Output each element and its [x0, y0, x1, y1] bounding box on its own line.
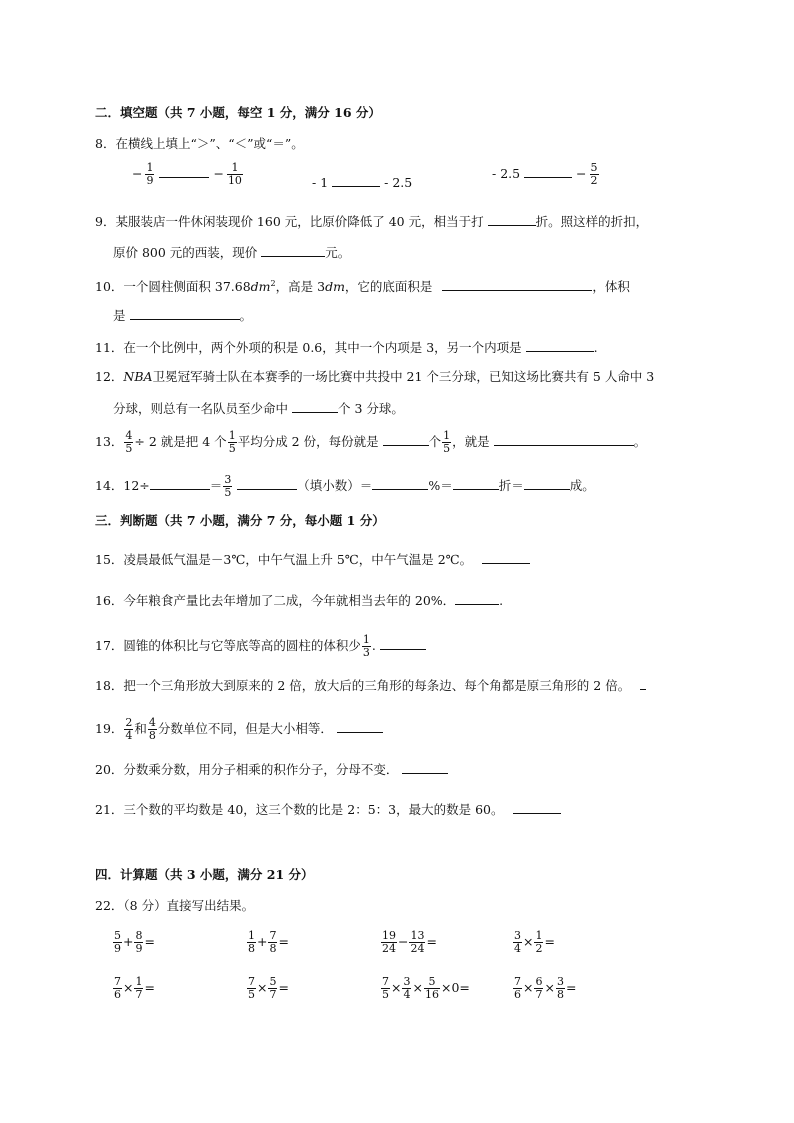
question-number: 15．	[95, 552, 124, 567]
question-22	[95, 897, 254, 915]
question-text: 个 3 分球。	[338, 401, 404, 416]
question-text: ，它的底面积是	[344, 279, 433, 295]
question-9	[95, 212, 648, 231]
answer-blank[interactable]	[513, 800, 561, 814]
question-text: ，高是 3	[275, 279, 326, 295]
answer-blank[interactable]	[150, 476, 210, 490]
question-number: 22．	[95, 898, 124, 913]
question-text: 一个圆柱侧面积 37.68	[123, 279, 251, 295]
answer-blank[interactable]	[482, 550, 530, 564]
minus-sign: −	[576, 166, 587, 181]
answer-blank[interactable]	[383, 432, 429, 446]
question-text: 今年粮食产量比去年增加了二成，今年就相当去年的 20%．	[123, 593, 456, 608]
unit: dm	[325, 279, 345, 295]
answer-blank[interactable]	[524, 164, 572, 178]
answer-blank[interactable]	[442, 277, 592, 291]
question-text: 三个数的平均数是 40，这三个数的比是 2：5：3，最大的数是 60。	[123, 802, 504, 817]
answer-blank[interactable]	[524, 476, 570, 490]
question-number: 19．	[95, 721, 124, 736]
answer-blank[interactable]	[526, 338, 594, 352]
section-4-title: 四．计算题（共 3 小题，满分 21 分）	[95, 867, 314, 882]
answer-blank[interactable]	[380, 636, 426, 650]
question-16	[95, 591, 503, 610]
question-text: ，体积	[592, 279, 630, 295]
question-text: （8 分）直接写出结果。	[123, 898, 255, 913]
question-number: 17．	[95, 638, 124, 653]
minus-sign: −	[213, 166, 224, 181]
question-text: 在横线上填上“＞”、“＜”或“＝”。	[115, 136, 304, 151]
question-21	[95, 800, 561, 819]
question-18	[95, 676, 646, 695]
question-text: （填小数）＝	[297, 478, 373, 493]
answer-blank[interactable]	[332, 173, 380, 187]
question-text: 折。照这样的折扣，	[535, 214, 649, 229]
answer-blank[interactable]	[453, 476, 499, 490]
question-text: 元。	[325, 245, 351, 260]
question-number: 11．	[95, 340, 124, 355]
question-text: 原价 800 元的西装，现价	[113, 245, 258, 260]
exponent: 2	[270, 279, 276, 288]
question-14	[95, 474, 595, 499]
question-15	[95, 550, 530, 569]
question-12-line-2	[113, 399, 404, 418]
expression: $\frac{1}{8}$ + $\frac{7}{8}$ =	[248, 929, 289, 955]
question-text: 凌晨最低气温是－3℃，中午气温上升 5℃，中午气温是 2℃。	[123, 552, 473, 567]
question-text: 平均分成 2 份，每份就是	[237, 434, 379, 449]
expression: $\frac{7}{5}$ × $\frac{5}{7}$ =	[248, 975, 289, 1001]
question-11	[95, 338, 598, 357]
fraction: $\frac{4}{5}$	[125, 429, 133, 455]
fraction: $\frac{4}{8}$	[148, 716, 156, 742]
question-17	[95, 634, 426, 659]
answer-blank[interactable]	[640, 676, 646, 690]
answer-blank[interactable]	[261, 243, 325, 257]
expression: $\frac{19}{24}$ − $\frac{13}{24}$ =	[382, 929, 437, 955]
question-text: .	[499, 593, 504, 608]
section-2-title: 二．填空题（共 7 小题，每空 1 分，满分 16 分）	[95, 105, 381, 120]
value: - 1	[312, 175, 329, 190]
question-8	[95, 135, 304, 153]
question-text: 把一个三角形放大到原来的 2 倍，放大后的三角形的每条边、每个角都是原三角形的 2 倍。	[123, 678, 631, 693]
answer-blank[interactable]	[159, 164, 209, 178]
question-text: 折＝	[498, 478, 524, 493]
expression: $\frac{3}{4}$ × $\frac{1}{2}$ =	[514, 929, 555, 955]
question-number: 9．	[95, 214, 116, 229]
answer-blank[interactable]	[292, 399, 338, 413]
question-number: 13．	[95, 434, 124, 449]
question-text: .	[593, 340, 598, 355]
question-text: 分球，则总有一名队员至少命中	[113, 401, 289, 416]
question-number: 20．	[95, 762, 124, 777]
question-text: 。	[239, 308, 253, 323]
fraction: $\frac{1}{9}$	[146, 161, 154, 187]
fraction: $\frac{5}{2}$	[590, 161, 598, 187]
question-12	[95, 368, 654, 386]
question-10-line-2	[113, 306, 252, 325]
question-number: 10．	[95, 279, 124, 295]
question-number: 8．	[95, 136, 116, 151]
question-text: .	[371, 638, 376, 653]
question-13	[95, 430, 646, 455]
question-text: ＝	[209, 478, 223, 493]
nba-label: NBA	[123, 369, 153, 384]
question-text: 。	[633, 434, 647, 449]
question-19	[95, 717, 383, 742]
answer-blank[interactable]	[455, 591, 499, 605]
expression: $\frac{7}{6}$ × $\frac{6}{7}$ × $\frac{3}{8}$ =	[514, 975, 577, 1001]
value: - 2.5	[384, 175, 413, 190]
question-number: 18．	[95, 678, 124, 693]
question-text: 和	[134, 721, 147, 736]
minus-sign: −	[132, 166, 143, 181]
question-text: 分数单位不同，但是大小相等．	[157, 721, 333, 736]
question-text: ，就是	[452, 434, 490, 449]
expression: $\frac{7}{5}$ × $\frac{3}{4}$ × $\frac{5}{16}$ ×0=	[382, 975, 470, 1001]
question-9-line-2	[113, 243, 350, 262]
question-number: 16．	[95, 593, 124, 608]
fraction: $\frac{3}{5}$	[224, 473, 232, 499]
q8-pair-2	[312, 173, 412, 192]
question-text: 分数乘分数，用分子相乘的积作分子，分母不变．	[123, 762, 399, 777]
question-text: 12÷	[123, 478, 150, 493]
fraction: $\frac{1}{3}$	[362, 633, 370, 659]
q8-pair-1	[132, 162, 244, 187]
section-3-title: 三．判断题（共 7 小题，满分 7 分，每小题 1 分）	[95, 513, 385, 528]
answer-blank[interactable]	[494, 432, 634, 446]
question-text: 在一个比例中，两个外项的积是 0.6，其中一个内项是 3，另一个内项是	[123, 340, 522, 355]
q8-pair-3	[492, 162, 600, 187]
question-text: ÷ 2 就是把 4 个	[134, 434, 227, 449]
answer-blank[interactable]	[130, 306, 240, 320]
question-20	[95, 760, 448, 779]
answer-blank[interactable]	[488, 212, 536, 226]
question-text: 个	[428, 434, 442, 449]
unit: dm	[250, 279, 271, 295]
answer-blank[interactable]	[337, 719, 383, 733]
value: - 2.5	[492, 166, 521, 181]
fraction: $\frac{1}{10}$	[227, 161, 242, 187]
expression: $\frac{5}{9}$ + $\frac{8}{9}$ =	[114, 929, 155, 955]
answer-blank[interactable]	[372, 476, 428, 490]
question-number: 14．	[95, 478, 124, 493]
question-text: 卫冕冠军骑士队在本赛季的一场比赛中共投中 21 个三分球，已知这场比赛共有 5 人命中 3	[152, 369, 655, 384]
fraction: $\frac{2}{4}$	[125, 716, 133, 742]
question-text: 是	[113, 308, 126, 323]
question-text: %＝	[428, 478, 453, 493]
question-number: 12．	[95, 369, 124, 384]
answer-blank[interactable]	[402, 760, 448, 774]
fraction: $\frac{1}{5}$	[228, 429, 236, 455]
fraction: $\frac{1}{5}$	[443, 429, 451, 455]
answer-blank[interactable]	[237, 476, 297, 490]
question-text: 某服装店一件休闲装现价 160 元，比原价降低了 40 元，相当于打	[115, 214, 484, 229]
question-10	[95, 275, 630, 296]
expression: $\frac{7}{6}$ × $\frac{1}{7}$ =	[114, 975, 155, 1001]
question-text: 成。	[569, 478, 595, 493]
question-text: 圆锥的体积比与它等底等高的圆柱的体积少	[123, 638, 361, 653]
question-number: 21．	[95, 802, 124, 817]
